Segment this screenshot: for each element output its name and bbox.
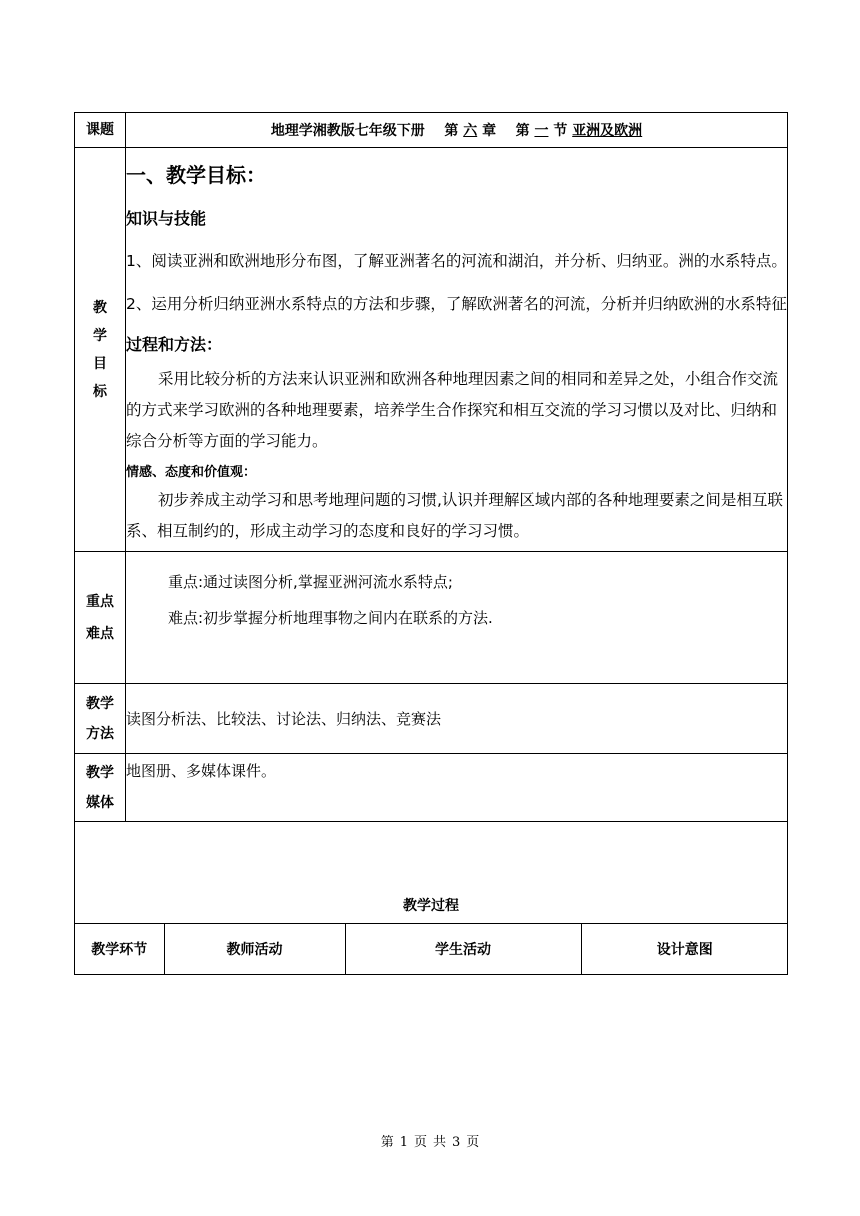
methods-label [75, 684, 126, 754]
media-row [75, 754, 788, 822]
lesson-plan-table [74, 112, 788, 975]
media-text: 地图册、多媒体课件。 [126, 754, 788, 822]
methods-label-line: 方法 [86, 725, 114, 742]
objectives-label-char: 目 [93, 355, 107, 372]
key-points-label [75, 552, 126, 684]
process-title: 教学过程 [75, 822, 788, 924]
footer-text: 页 [413, 1135, 427, 1150]
topic-label: 课题 [75, 113, 126, 148]
column-header-stage: 教学环节 [91, 942, 148, 958]
media-label [75, 754, 126, 822]
knowledge-item-2: 2、运用分析归纳亚洲水系特点的方法和步骤，了解欧洲著名的河流，分析并归纳欧洲的水系特征 [126, 295, 787, 313]
topic-section-suffix: 节 [553, 123, 568, 139]
key-points-row [75, 552, 788, 684]
knowledge-item-1: 1、阅读亚洲和欧洲地形分布图，了解亚洲著名的河流和湖泊，并分析、归纳亚。洲的水系特点。 [126, 252, 787, 270]
objectives-label-char: 标 [93, 383, 107, 400]
methods-text: 读图分析法、比较法、讨论法、归纳法、竞赛法 [126, 684, 788, 754]
process-method-heading: 过程和方法： [126, 335, 223, 354]
objectives-heading: 一、教学目标： [126, 163, 266, 187]
emotion-text: 初步养成主动学习和思考地理问题的习惯,认识并理解区域内部的各种地理要素之间是相互联系、相互制约的，形成主动学习的态度和良好的学习习惯。 [126, 491, 783, 540]
key-point-text: 重点:通过读图分析,掌握亚洲河流水系特点; [168, 573, 453, 591]
column-header-student: 学生活动 [345, 924, 581, 974]
process-header-row [75, 924, 788, 975]
media-label-line: 媒体 [86, 794, 114, 811]
process-header-cell [75, 924, 788, 975]
footer-page-number: 1 [399, 1135, 408, 1150]
difficult-label: 难点 [86, 625, 114, 642]
topic-section-title: 亚洲及欧洲 [572, 123, 643, 139]
objectives-label-char: 教 [93, 299, 107, 316]
methods-row [75, 684, 788, 754]
topic-title [126, 113, 788, 148]
key-label: 重点 [86, 593, 114, 610]
media-label-line: 教学 [86, 764, 114, 781]
objectives-label [75, 148, 126, 552]
knowledge-heading: 知识与技能 [126, 209, 207, 228]
key-points-content [126, 552, 788, 684]
footer-text: 共 [433, 1135, 447, 1150]
footer-text: 第 [380, 1135, 394, 1150]
topic-chapter-number: 六 [463, 123, 478, 139]
page-footer [0, 1131, 860, 1150]
process-title-row [75, 822, 788, 924]
footer-page-total: 3 [452, 1135, 461, 1150]
objectives-label-char: 学 [93, 327, 107, 344]
objectives-row [75, 148, 788, 552]
topic-section-prefix: 第 [515, 123, 530, 139]
process-columns [75, 924, 788, 974]
process-method-text: 采用比较分析的方法来认识亚洲和欧洲各种地理因素之间的相同和差异之处，小组合作交流的方式来学习欧洲的各种地理要素，培养学生合作探究和相互交流的学习习惯以及对比、归纳和综合分析等方面的学习能力。 [126, 370, 779, 450]
topic-row [75, 113, 788, 148]
column-header-intent: 设计意图 [581, 924, 788, 974]
footer-text: 页 [466, 1135, 480, 1150]
emotion-heading: 情感、态度和价值观： [126, 465, 257, 480]
topic-chapter-suffix: 章 [482, 123, 497, 139]
topic-section-number: 一 [534, 123, 549, 139]
topic-book: 地理学湘教版七年级下册 [270, 123, 425, 139]
topic-chapter-prefix: 第 [444, 123, 459, 139]
objectives-content [126, 148, 788, 552]
column-header-teacher: 教师活动 [164, 924, 345, 974]
methods-label-line: 教学 [86, 695, 114, 712]
difficult-point-text: 难点:初步掌握分析地理事物之间内在联系的方法. [168, 609, 493, 627]
